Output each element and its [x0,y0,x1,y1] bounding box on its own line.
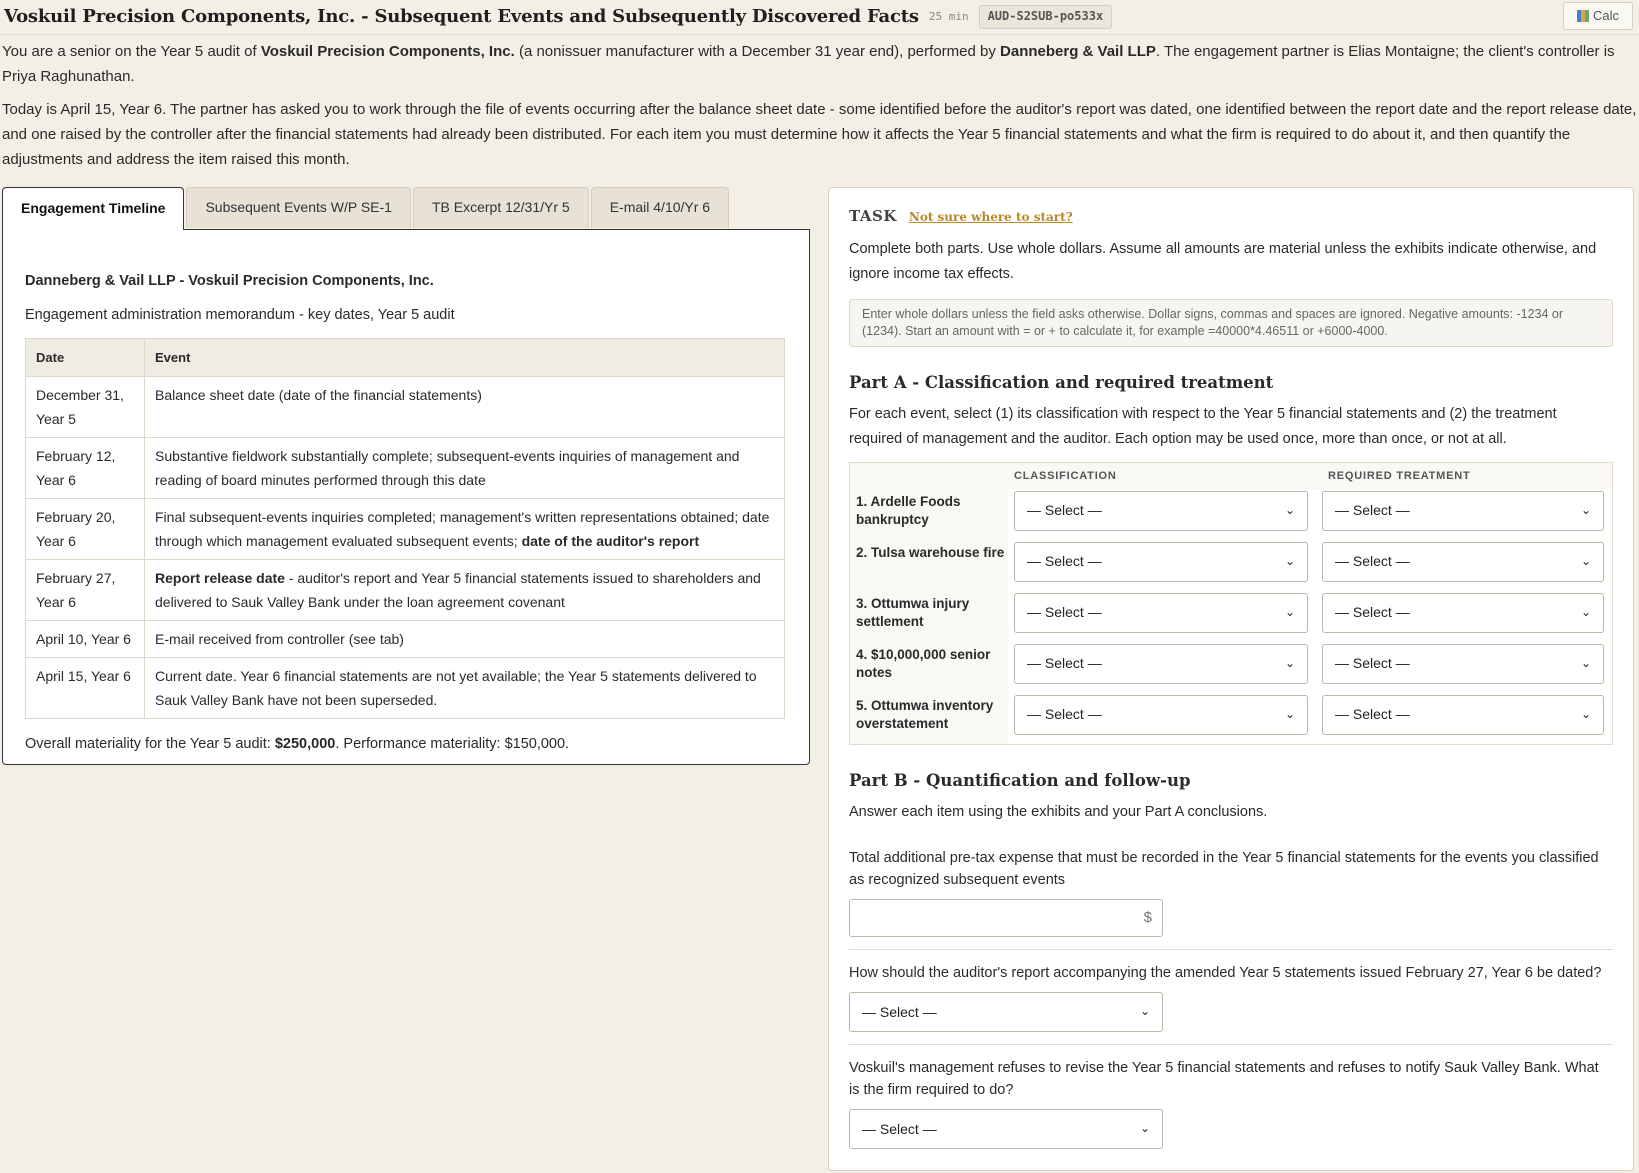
event-row [850,642,1612,693]
row-event [145,377,785,438]
chevron-down-icon: ⌄ [1580,656,1591,671]
event-text: Balance sheet date (date of the financial statements) [155,387,482,404]
chevron-down-icon: ⌄ [1580,554,1591,569]
calculator-label: Calc [1592,8,1619,24]
memo-title: Danneberg & Vail LLP - Voskuil Precision Components, Inc. [25,273,434,289]
event-row [850,693,1612,744]
timeline-table [25,338,785,719]
part-b-heading: Part B - Quantification and follow-up [849,770,1191,790]
event-label: 1. Ardelle Foods bankruptcy [850,489,1008,540]
entry-hint: Enter whole dollars unless the field asks otherwise. Dollar signs, commas and spaces are ignored. Negative amounts: -1234 or (1234). Start an amount with = or + to calculate it, for example =40000*4.46511 or +6000-4000. [849,299,1613,347]
event-label: 3. Ottumwa injury settlement [850,591,1008,642]
chevron-down-icon: ⌄ [1580,707,1591,722]
treatment-select-1[interactable] [1322,491,1604,531]
chevron-down-icon: ⌄ [1284,503,1295,518]
row-date: February 27, Year 6 [26,560,145,621]
time-estimate: 25 min [928,9,969,23]
chevron-down-icon: ⌄ [1580,503,1591,518]
select-value: — Select — [1335,604,1410,621]
classification-select-2[interactable] [1014,542,1308,582]
question-expense: Total additional pre-tax expense that must be recorded in the Year 5 financial statements for the events you classified as recognized subsequent events [849,850,1599,889]
task-header [849,204,1613,229]
header-bar [0,0,1639,35]
classification-select-3[interactable] [1014,593,1308,633]
event-text: E-mail received from controller (see tab) [155,631,404,648]
intro-text: . The engagement partner is Elias Montaigne; the client's controller is Priya Raghunathan. [2,43,1615,85]
firm-name: Danneberg & Vail LLP [1000,43,1156,60]
tab-engagement-timeline[interactable]: Engagement Timeline [2,187,184,230]
event-emphasis: date of the auditor's report [521,533,700,550]
scenario-intro [0,35,1639,172]
calculator-icon [1577,10,1589,22]
column-header-classification: CLASSIFICATION [1014,469,1117,482]
table-row [26,499,785,560]
exhibit-tabs [2,187,810,229]
chevron-down-icon: ⌄ [1580,605,1591,620]
intro-text: (a nonissuer manufacturer with a December 31 year end), performed by [514,43,1001,60]
materiality-amount: $250,000 [274,736,336,753]
treatment-select-3[interactable] [1322,593,1604,633]
question-firm-action: Voskuil's management refuses to revise the Year 5 financial statements and refuses to notify Sauk Valley Bank. What is the firm required to do? [849,1060,1599,1099]
select-value: — Select — [862,1003,937,1020]
task-description: Complete both parts. Use whole dollars. Assume all amounts are material unless the exhibits indicate otherwise, and ignore income tax effects. [849,240,1597,282]
classification-grid [849,462,1613,745]
memo-subtitle: Engagement administration memorandum - key dates, Year 5 audit [25,306,455,323]
table-row [26,658,785,719]
calculator-button[interactable] [1563,2,1633,30]
event-row [850,489,1612,540]
event-text: - auditor's report and Year 5 financial statements issued to shareholders and delivered to Sauk Valley Bank under the loan agreement covenant [155,570,761,611]
row-event [145,658,785,719]
event-text: Current date. Year 6 financial statements are not yet available; the Year 5 statements delivered to Sauk Valley Bank have not been superseded. [155,668,757,709]
row-date: February 20, Year 6 [26,499,145,560]
materiality-note [25,733,787,757]
table-row [26,377,785,438]
treatment-select-2[interactable] [1322,542,1604,582]
chevron-down-icon: ⌄ [1284,707,1295,722]
exhibits-pane [2,187,810,765]
row-date: February 12, Year 6 [26,438,145,499]
event-row [850,540,1612,591]
task-label: TASK [849,207,897,225]
column-header-treatment: REQUIRED TREATMENT [1328,469,1471,482]
select-value: — Select — [1027,604,1102,621]
page-title: Voskuil Precision Components, Inc. - Subsequent Events and Subsequently Discovered Facts [4,6,919,28]
event-label: 5. Ottumwa inventory overstatement [850,693,1008,744]
select-value: — Select — [1335,553,1410,570]
event-label: 4. $10,000,000 senior notes [850,642,1008,693]
table-row [26,560,785,621]
select-value: — Select — [1335,706,1410,723]
expense-amount-input[interactable] [849,899,1163,937]
tab-email[interactable]: E-mail 4/10/Yr 6 [591,187,729,228]
classification-select-1[interactable] [1014,491,1308,531]
select-value: — Select — [1027,706,1102,723]
event-text: Substantive fieldwork substantially complete; subsequent-events inquiries of management and reading of board minutes performed through this date [155,448,740,489]
select-value: — Select — [1335,502,1410,519]
row-event [145,621,785,658]
column-header-date: Date [26,338,145,376]
event-emphasis: Report release date [155,570,285,587]
select-value: — Select — [1335,655,1410,672]
tab-subsequent-events-wp[interactable]: Subsequent Events W/P SE-1 [186,187,411,228]
exhibit-panel [2,229,810,765]
column-header-event: Event [145,338,785,376]
event-text: Final subsequent-events inquiries completed; management's written representations obtained; date through which management evaluated subsequent events; [155,509,770,550]
materiality-text: . Performance materiality: $150,000. [335,736,570,753]
event-row [850,591,1612,642]
question-report-dating: How should the auditor's report accompanying the amended Year 5 statements issued February 27, Year 6 be dated? [849,965,1602,982]
chevron-down-icon: ⌄ [1139,1121,1150,1136]
question-block [849,950,1613,1045]
part-a-heading: Part A - Classification and required treatment [849,372,1274,392]
row-date: April 15, Year 6 [26,658,145,719]
select-value: — Select — [1027,553,1102,570]
task-code-badge: AUD-S2SUB-po533x [979,5,1113,29]
task-pane [828,187,1634,1171]
select-value: — Select — [862,1120,937,1137]
report-dating-select[interactable] [849,992,1163,1032]
select-value: — Select — [1027,655,1102,672]
row-event [145,560,785,621]
row-date: April 10, Year 6 [26,621,145,658]
classification-select-4[interactable] [1014,644,1308,684]
client-name: Voskuil Precision Components, Inc. [260,43,515,60]
table-row [26,621,785,658]
intro-paragraph-2: Today is April 15, Year 6. The partner has asked you to work through the file of events occurring after the balance sheet date - some identified before the auditor's report was dated, one identified between the report date and the report release date, and one raised by the controller after the financial statements had already been distributed. For each item you must determine how it affects the Year 5 financial statements and what the firm is required to do about it, and then quantify the adjustments and address the item raised this month. [2,101,1637,168]
row-event [145,499,785,560]
table-row [26,438,785,499]
grid-header [850,463,1612,489]
intro-paragraph-1 [2,39,1637,89]
chevron-down-icon: ⌄ [1284,554,1295,569]
part-b-description: Answer each item using the exhibits and your Part A conclusions. [849,804,1268,821]
treatment-select-4[interactable] [1322,644,1604,684]
question-block [849,835,1613,950]
classification-select-5[interactable] [1014,695,1308,735]
tab-tb-excerpt[interactable]: TB Excerpt 12/31/Yr 5 [413,187,589,228]
treatment-select-5[interactable] [1322,695,1604,735]
event-label: 2. Tulsa warehouse fire [850,540,1008,591]
help-link[interactable]: Not sure where to start? [908,210,1073,224]
materiality-text: Overall materiality for the Year 5 audit: [25,736,275,753]
table-header-row [26,338,785,376]
chevron-down-icon: ⌄ [1284,656,1295,671]
question-block [849,1045,1613,1161]
part-a-description: For each event, select (1) its classification with respect to the Year 5 financial statements and (2) the treatment required of management and the auditor. Each option may be used once, more than once, or not at all. [849,405,1557,447]
row-date: December 31, Year 5 [26,377,145,438]
chevron-down-icon: ⌄ [1284,605,1295,620]
chevron-down-icon: ⌄ [1139,1004,1150,1019]
dollar-sign: $ [1143,908,1152,926]
firm-action-select[interactable] [849,1109,1163,1149]
select-value: — Select — [1027,502,1102,519]
row-event [145,438,785,499]
intro-text: You are a senior on the Year 5 audit of [2,43,261,60]
